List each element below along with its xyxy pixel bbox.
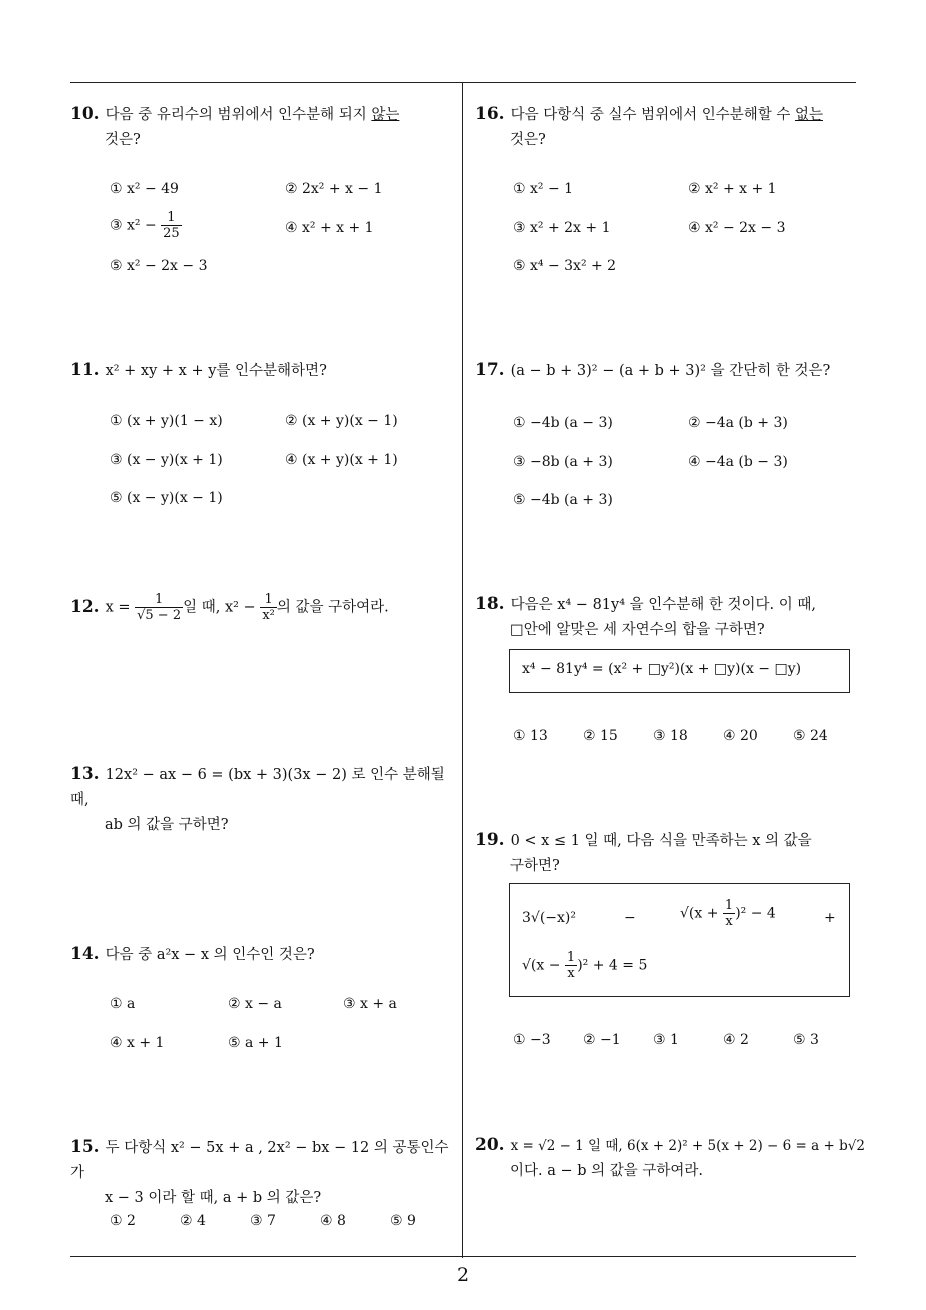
question-16 (475, 102, 865, 153)
choice-2[interactable]: ② −1 (583, 1032, 621, 1048)
question-text-line2: □안에 알맞은 세 자연수의 합을 구하면? (510, 622, 765, 638)
question-text-underlined: 않는 (371, 107, 400, 123)
choice-5[interactable]: ⑤ 3 (793, 1032, 819, 1048)
formula-box (509, 883, 850, 997)
choice-label: ③ x² − (110, 217, 162, 234)
choice-2[interactable]: ② (x + y)(x − 1) (285, 413, 398, 429)
formula-part-a: 3√(−x)² (522, 910, 576, 926)
question-number: 18. (475, 594, 505, 614)
column-divider (462, 83, 463, 1258)
choice-1[interactable]: ① −4b (a − 3) (513, 415, 613, 431)
question-text-line2: ab 의 값을 구하면? (105, 817, 229, 833)
choice-1[interactable]: ① (x + y)(1 − x) (110, 413, 223, 429)
choice-5[interactable]: ⑤ −4b (a + 3) (513, 492, 613, 508)
choice-3[interactable]: ③ (x − y)(x + 1) (110, 452, 223, 468)
question-13 (70, 762, 460, 838)
formula: x⁴ − 81y⁴ = (x² + □y²)(x + □y)(x − □y) (522, 661, 802, 677)
question-text: x = √2 − 1 일 때, 6(x + 2)² + 5(x + 2) − 6 = a + b√2 (510, 1138, 865, 1154)
choice-4[interactable]: ④ 2 (723, 1032, 749, 1048)
question-18 (475, 592, 865, 643)
question-text-line2: 이다. a − b 의 값을 구하여라. (510, 1163, 704, 1179)
formula-box (509, 649, 850, 693)
question-number: 16. (475, 104, 505, 124)
bottom-rule (70, 1256, 856, 1257)
choice-1[interactable]: ① x² − 49 (110, 181, 179, 197)
choice-2[interactable]: ② x − a (228, 996, 282, 1012)
question-text: x² + xy + x + y를 인수분해하면? (105, 363, 327, 379)
choice-1[interactable]: ① 2 (110, 1213, 136, 1229)
choice-5[interactable]: ⑤ (x − y)(x − 1) (110, 490, 223, 506)
choice-4[interactable]: ④ (x + y)(x + 1) (285, 452, 398, 468)
formula-plus: + (824, 910, 836, 926)
question-text: 다음 중 유리수의 범위에서 인수분해 되지 (105, 107, 372, 123)
choice-3[interactable]: ③ −8b (a + 3) (513, 454, 613, 470)
choice-2[interactable]: ② −4a (b + 3) (688, 415, 788, 431)
question-number: 12. (70, 596, 100, 617)
choice-3[interactable] (110, 210, 182, 241)
question-text-underlined: 없는 (794, 107, 823, 123)
question-text-line2: 것은? (510, 132, 546, 148)
choice-4[interactable]: ④ x² − 2x − 3 (688, 220, 786, 236)
question-text: 의 값을 구하여라. (276, 599, 389, 616)
choice-4[interactable]: ④ x² + x + 1 (285, 220, 374, 236)
choice-3[interactable]: ③ x + a (343, 996, 397, 1012)
question-12 (70, 592, 460, 623)
choice-1[interactable]: ① a (110, 996, 136, 1012)
choice-1[interactable]: ① 13 (513, 728, 548, 744)
choice-3[interactable]: ③ 18 (653, 728, 688, 744)
choice-2[interactable]: ② 4 (180, 1213, 206, 1229)
choice-5[interactable]: ⑤ 9 (390, 1213, 416, 1229)
formula-minus: − (624, 910, 636, 926)
question-number: 17. (475, 360, 505, 380)
choice-3[interactable]: ③ 7 (250, 1213, 276, 1229)
top-rule (70, 82, 856, 83)
question-19 (475, 828, 865, 879)
fraction: $\frac{1}{25}$ (163, 210, 180, 241)
choice-4[interactable]: ④ 20 (723, 728, 758, 744)
question-text: 다음은 x⁴ − 81y⁴ 을 인수분해 한 것이다. 이 때, (510, 597, 816, 613)
choice-1[interactable]: ① −3 (513, 1032, 551, 1048)
question-text: 두 다항식 x² − 5x + a , 2x² − bx − 12 의 공통인수가 (70, 1140, 449, 1181)
formula-part-c: √(x − $\frac{1}{x}$ )² + 4 = 5 (522, 950, 648, 981)
question-11 (70, 358, 460, 384)
question-number: 10. (70, 104, 100, 124)
choice-3[interactable]: ③ x² + 2x + 1 (513, 220, 611, 236)
choice-4[interactable]: ④ x + 1 (110, 1035, 165, 1051)
question-number: 20. (475, 1135, 505, 1155)
page-number: 2 (456, 1264, 470, 1286)
choice-5[interactable]: ⑤ a + 1 (228, 1035, 283, 1051)
choice-5[interactable]: ⑤ 24 (793, 728, 828, 744)
question-text-line2: 구하면? (510, 858, 560, 874)
formula-part-b: √(x + $\frac{1}{x}$ )² − 4 (680, 898, 776, 929)
question-number: 19. (475, 830, 505, 850)
choice-4[interactable]: ④ 8 (320, 1213, 346, 1229)
question-10 (70, 102, 460, 153)
choice-1[interactable]: ① x² − 1 (513, 181, 574, 197)
choice-3[interactable]: ③ 1 (653, 1032, 679, 1048)
question-15 (70, 1135, 460, 1211)
choice-5[interactable]: ⑤ x² − 2x − 3 (110, 258, 208, 274)
choice-2[interactable]: ② 2x² + x − 1 (285, 181, 383, 197)
question-text: 0 < x ≤ 1 일 때, 다음 식을 만족하는 x 의 값을 (510, 833, 812, 849)
question-17 (475, 358, 865, 384)
question-text: 다음 다항식 중 실수 범위에서 인수분해할 수 (510, 107, 795, 123)
question-number: 14. (70, 944, 100, 964)
question-text-line2: x − 3 이라 할 때, a + b 의 값은? (105, 1190, 322, 1206)
question-text-line2: 것은? (105, 132, 141, 148)
choice-5[interactable]: ⑤ x⁴ − 3x² + 2 (513, 258, 617, 274)
question-text: 일 때, x² − (183, 599, 261, 616)
choice-2[interactable]: ② x² + x + 1 (688, 181, 777, 197)
question-text: (a − b + 3)² − (a + b + 3)² 을 간단히 한 것은? (510, 363, 831, 379)
fraction: $\frac{1}{\text{x²}}$ (262, 592, 275, 623)
fraction: $\frac{1}{√5 - 2}$ (137, 592, 182, 623)
choice-4[interactable]: ④ −4a (b − 3) (688, 454, 788, 470)
question-number: 11. (70, 360, 100, 380)
question-text: x = (105, 599, 136, 616)
question-text: 다음 중 a²x − x 의 인수인 것은? (105, 947, 315, 963)
choice-2[interactable]: ② 15 (583, 728, 618, 744)
question-20 (475, 1133, 870, 1184)
question-number: 13. (70, 764, 100, 784)
question-14 (70, 942, 460, 968)
question-number: 15. (70, 1137, 100, 1157)
question-text: 12x² − ax − 6 = (bx + 3)(3x − 2) 로 인수 분해될 때, (70, 767, 445, 808)
